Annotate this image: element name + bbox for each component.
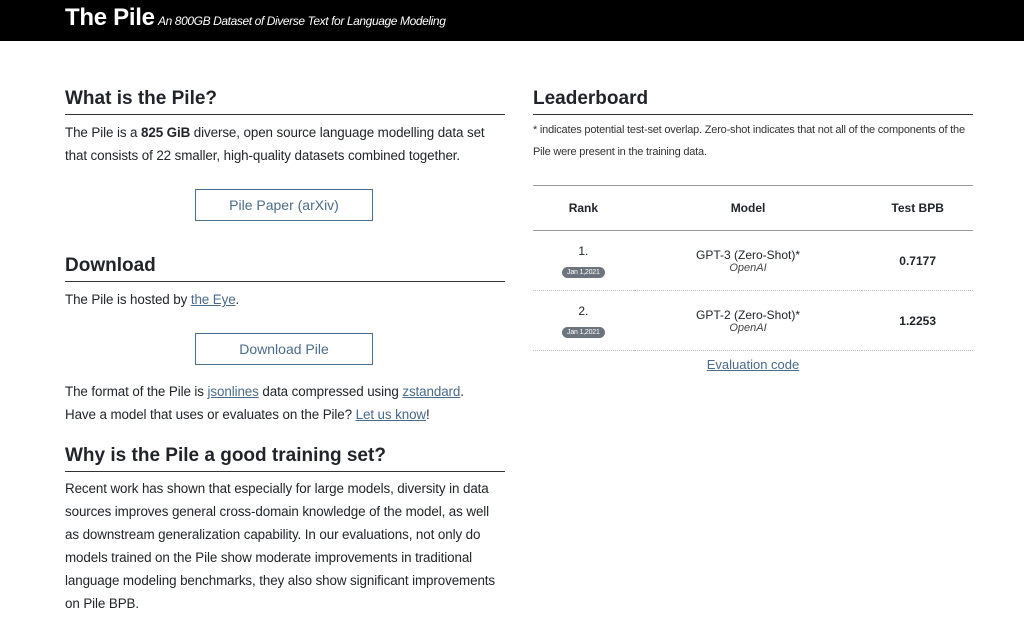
model-name: GPT-3 (Zero-Shot)* bbox=[696, 247, 801, 262]
rank-cell bbox=[533, 231, 634, 291]
model-cell bbox=[634, 291, 863, 351]
model-name: GPT-2 (Zero-Shot)* bbox=[696, 307, 801, 322]
download-pile-button[interactable]: Download Pile bbox=[195, 333, 373, 365]
col-model-header: Model bbox=[634, 186, 863, 231]
zstandard-link[interactable]: zstandard bbox=[402, 384, 461, 399]
jsonlines-link[interactable]: jsonlines bbox=[207, 384, 259, 399]
date-badge: Jan 1,2021 bbox=[562, 267, 605, 278]
hosted-paragraph: The Pile is hosted by the Eye. bbox=[65, 292, 240, 307]
date-badge: Jan 1,2021 bbox=[562, 327, 605, 338]
bpb-cell: 0.7177 bbox=[862, 231, 973, 291]
format-paragraph: The format of the Pile is jsonlines data compressed using zstandard. Have a model that uses or evaluates on the Pile? Let us know! bbox=[65, 384, 464, 422]
what-paragraph: The Pile is a 825 GiB diverse, open source language modelling data set that consists of 22 smaller, high-quality datasets combined together. bbox=[65, 125, 485, 163]
table-row bbox=[533, 231, 973, 291]
why-heading: Why is the Pile a good training set? bbox=[65, 444, 505, 472]
download-heading: Download bbox=[65, 254, 505, 282]
table-header-row bbox=[533, 186, 973, 231]
site-subtitle: An 800GB Dataset of Diverse Text for Language Modeling bbox=[158, 14, 446, 28]
col-rank-header: Rank bbox=[533, 186, 634, 231]
site-title[interactable]: The Pile bbox=[65, 4, 155, 31]
size-bold: 825 GiB bbox=[141, 125, 191, 140]
let-us-know-link[interactable]: Let us know bbox=[355, 407, 426, 422]
leaderboard-heading: Leaderboard bbox=[533, 87, 973, 115]
what-heading: What is the Pile? bbox=[65, 87, 505, 115]
evaluation-code-link-wrap bbox=[533, 357, 973, 372]
model-org: OpenAI bbox=[729, 321, 767, 334]
rank-number: 1. bbox=[578, 243, 589, 258]
why-paragraph: Recent work has shown that especially for large models, diversity in data sources improves general cross-domain knowledge of the model, as well as downstream generalization capability. In our evaluations, not only do models trained on the Pile show moderate improvements in traditional language modeling benchmarks, they also show significant improvements on Pile BPB. bbox=[65, 481, 496, 611]
table-row bbox=[533, 291, 973, 351]
leaderboard-table bbox=[533, 185, 973, 351]
evaluation-code-link[interactable]: Evaluation code bbox=[706, 357, 800, 372]
the-eye-link[interactable]: the Eye bbox=[190, 292, 236, 307]
rank-number: 2. bbox=[578, 303, 589, 318]
col-bpb-header: Test BPB bbox=[862, 186, 973, 231]
bpb-cell: 1.2253 bbox=[862, 291, 973, 351]
model-cell bbox=[634, 231, 863, 291]
pile-paper-button[interactable]: Pile Paper (arXiv) bbox=[195, 189, 373, 221]
top-navbar bbox=[0, 0, 1024, 41]
rank-cell bbox=[533, 291, 634, 351]
model-org: OpenAI bbox=[729, 261, 767, 274]
leaderboard-note: * indicates potential test-set overlap. Zero-shot indicates that not all of the components of the Pile were present in the training data. bbox=[533, 124, 965, 158]
